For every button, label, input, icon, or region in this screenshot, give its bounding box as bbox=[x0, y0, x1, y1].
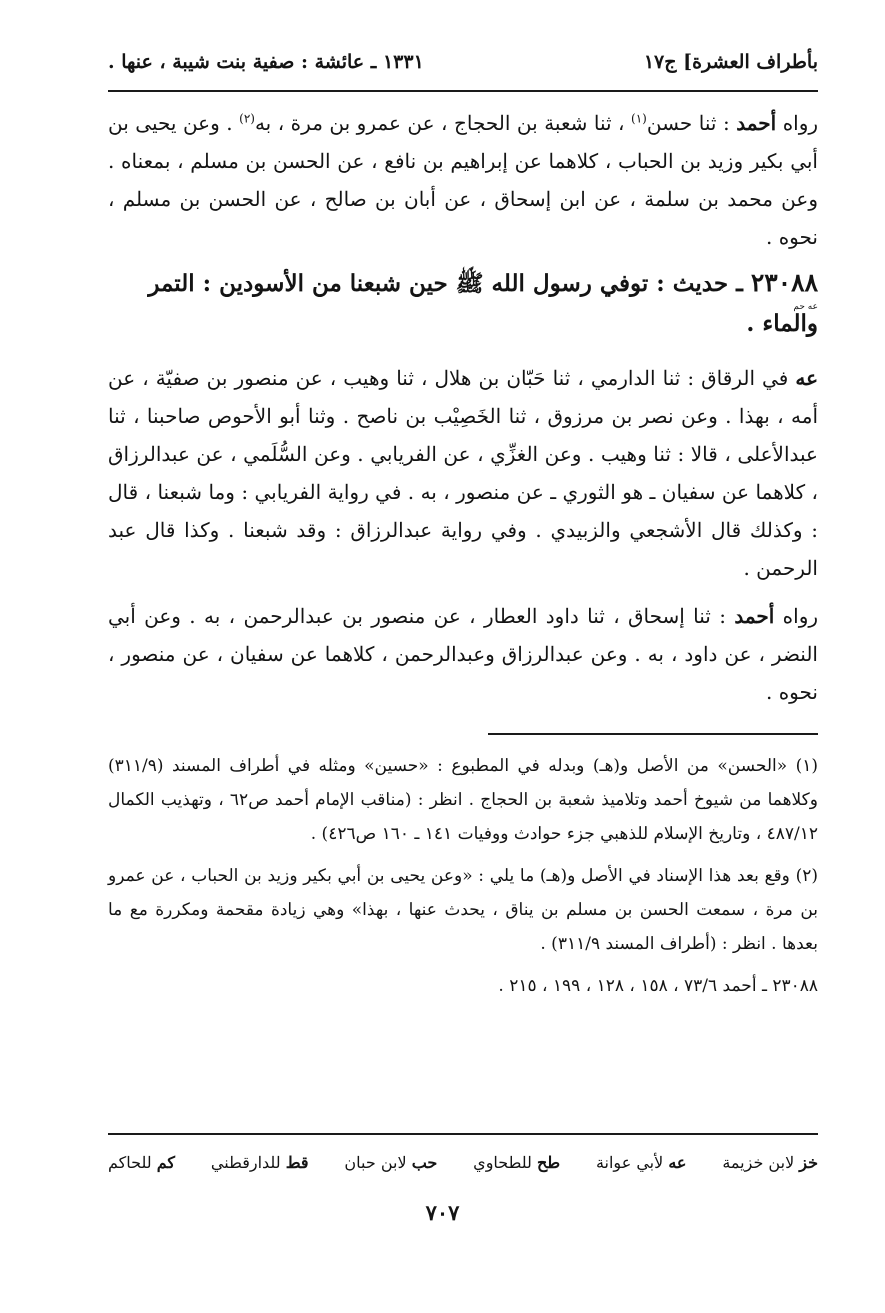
text: : ثنا إسحاق ، ثنا داود العطار ، عن منصور بن عبدالرحمن ، به . وعن أبي النضر ، عن داود ، به . وعن عبدالرزاق وعبدالرحمن ، كلاهما عن سفيان ، عن منصور ، نحوه . bbox=[108, 604, 818, 704]
text: . وعن يحيى بن أبي بكير وزيد بن الحباب ، كلاهما عن إبراهيم بن نافع ، عن الحسن بن مسلم ، بمعناه . وعن محمد بن سلمة ، عن ابن إسحاق ، عن أبان بن صالح ، عن الحسن بن مسلم ، نحوه . bbox=[108, 111, 818, 249]
footnote-separator bbox=[488, 733, 818, 735]
header-section-title: ١٣٣١ ـ عائشة : صفية بنت شيبة ، عنها . bbox=[108, 51, 424, 73]
text: رواه bbox=[782, 604, 819, 628]
footnote-2: (٢) وقع بعد هذا الإسناد في الأصل و(هـ) ما يلي : «وعن يحيى بن أبي بكير وزيد بن الحباب ، عن عمرو بن مرة ، سمعت الحسن بن مسلم بن يناق ، يحدث عنها ، بهذا» وهي زيادة مقحمة ومكررة مع ما بعدها . انظر : (أطراف المسند ٣١١/٩) . bbox=[108, 866, 818, 954]
text: رواه bbox=[782, 111, 819, 135]
running-header bbox=[108, 34, 818, 92]
hadith-number: ٢٣٠٨٨ bbox=[750, 268, 818, 297]
legend-separator bbox=[108, 1133, 818, 1135]
source-name: عه bbox=[795, 366, 819, 390]
legend-item: طح للطحاوي bbox=[473, 1153, 561, 1172]
footnote-3: ٢٣٠٨٨ ـ أحمد ٧٣/٦ ، ١٥٨ ، ١٢٨ ، ١٩٩ ، ٢١٥ . bbox=[498, 976, 818, 996]
hadith-title-continuation: والماء . bbox=[746, 310, 818, 337]
text: ، ثنا شعبة بن الحجاج ، عن عمرو بن مرة ، به bbox=[254, 111, 625, 135]
footnote-ref-2: (٢) bbox=[239, 111, 255, 126]
footnote-1: (١) «الحسن» من الأصل و(هـ) وبدله في المطبوع : «حسين» ومثله في أطراف المسند (٣١١/٩) وكلاهما من شيوخ أحمد وتلاميذ شعبة بن الحجاج . انظر : (مناقب الإمام أحمد ص٦٢ ، وتهذيب الكمال ٤٨٧/١٢ ، وتاريخ الإسلام للذهبي جزء حوادث ووفيات ١٤١ ـ ١٦٠ ص٤٢٦) . bbox=[108, 756, 818, 844]
page-number: ٧٠٧ bbox=[425, 1200, 460, 1225]
legend-item: خز لابن خزيمة bbox=[722, 1153, 818, 1172]
legend-item: عه لأبي عوانة bbox=[595, 1153, 687, 1172]
legend-item: قط للدارقطني bbox=[210, 1153, 309, 1172]
paragraph-ahmad-2 bbox=[108, 597, 818, 711]
paragraph-ah bbox=[108, 359, 818, 587]
legend-item: حب لابن حبان bbox=[344, 1153, 438, 1172]
paragraph-ahmad-1 bbox=[108, 104, 818, 256]
abbreviation-legend bbox=[108, 1146, 818, 1180]
main-text bbox=[108, 104, 818, 1003]
hadith-sigla: عه حم bbox=[793, 302, 818, 312]
header-book-title: بأطراف العشرة] ج١٧ bbox=[643, 51, 818, 73]
footnote-ref-1: (١) bbox=[631, 111, 647, 126]
legend-item: كم للحاكم bbox=[108, 1153, 176, 1172]
hadith-heading bbox=[108, 266, 818, 341]
text: : ثنا حسن bbox=[646, 111, 730, 135]
page-content bbox=[108, 34, 818, 1011]
source-name: أحمد bbox=[734, 604, 775, 628]
hadith-title-text: ـ حديث : توفي رسول الله ﷺ حين شبعنا من الأسودين : التمر bbox=[148, 270, 743, 297]
text: في الرقاق : ثنا الدارمي ، ثنا حَبّان بن هلال ، ثنا وهيب ، عن منصور بن صفيّة ، عن أمه ، بهذا . وعن نصر بن مرزوق ، ثنا الخَصِيْب بن ناصح . وثنا أبو الأحوص صاحبنا ، ثنا عبدالأعلى ، قالا : ثنا وهيب . وعن الغزِّي ، عن الفريابي . وعن السُّلَمي ، عن عبدالرزاق ، كلاهما عن سفيان ـ هو الثوري ـ عن منصور ، به . في رواية الفريابي : وما شبعنا ، قال : وكذلك قال الأشجعي والزبيدي . وفي رواية عبدالرزاق : وقد شبعنا . وكذا قال عبد الرحمن . bbox=[108, 366, 818, 580]
source-name: أحمد bbox=[736, 111, 777, 135]
